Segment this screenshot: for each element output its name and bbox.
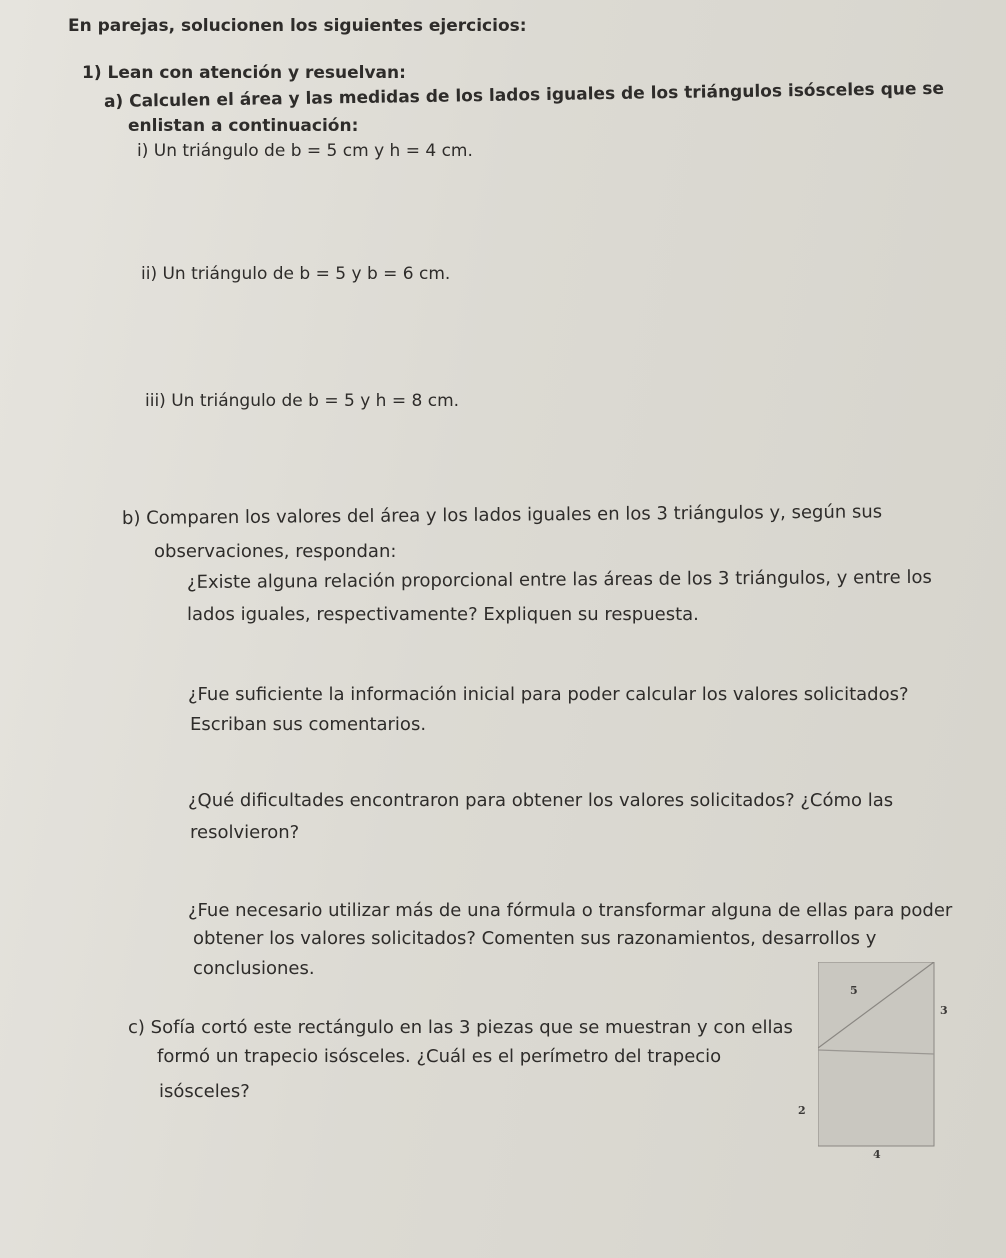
part-a-line2: enlistan a continuación:	[128, 116, 359, 136]
section-1-title: 1) Lean con atención y resuelvan:	[82, 63, 406, 83]
exercise-item-i: i) Un triángulo de b = 5 cm y h = 4 cm.	[137, 141, 473, 161]
label-left-side: 2	[798, 1104, 806, 1117]
question-3-line2: resolvieron?	[190, 822, 300, 843]
exercise-item-iii: iii) Un triángulo de b = 5 y h = 8 cm.	[145, 391, 460, 411]
label-diagonal: 5	[850, 984, 858, 997]
part-c-line3: isósceles?	[159, 1081, 250, 1102]
question-2-line2: Escriban sus comentarios.	[190, 714, 427, 735]
part-c-line2: formó un trapecio isósceles. ¿Cuál es el perímetro del trapecio	[157, 1046, 722, 1067]
part-b-line2: observaciones, respondan:	[154, 541, 397, 562]
question-1-line2: lados iguales, respectivamente? Expliquen su respuesta.	[187, 604, 699, 625]
label-bottom: 4	[873, 1148, 881, 1161]
rectangle-diagram	[818, 962, 936, 1148]
question-3-line1: ¿Qué dificultades encontraron para obtener los valores solicitados? ¿Cómo las	[188, 790, 894, 811]
question-4-line2: obtener los valores solicitados? Comenten sus razonamientos, desarrollos y	[193, 928, 877, 949]
part-c-line1: c) Sofía cortó este rectángulo en las 3 piezas que se muestran y con ellas	[128, 1017, 793, 1038]
question-1-line1: ¿Existe alguna relación proporcional entre las áreas de los 3 triángulos, y entre los	[186, 566, 932, 593]
instructions-header: En parejas, solucionen los siguientes ejercicios:	[68, 16, 527, 36]
part-b-line1: b) Comparen los valores del área y los lados iguales en los 3 triángulos y, según sus	[121, 501, 883, 529]
exercise-item-ii: ii) Un triángulo de b = 5 y b = 6 cm.	[141, 264, 451, 284]
question-4-line3: conclusiones.	[193, 958, 315, 979]
question-4-line1: ¿Fue necesario utilizar más de una fórmula o transformar alguna de ellas para poder	[188, 900, 953, 921]
rectangle-cut-figure	[798, 962, 948, 1161]
part-a-line1: a) Calculen el área y las medidas de los lados iguales de los triángulos isósceles que se	[103, 78, 945, 112]
label-right-side: 3	[940, 1004, 948, 1017]
question-2-line1: ¿Fue suficiente la información inicial para poder calcular los valores solicitados?	[188, 684, 909, 705]
